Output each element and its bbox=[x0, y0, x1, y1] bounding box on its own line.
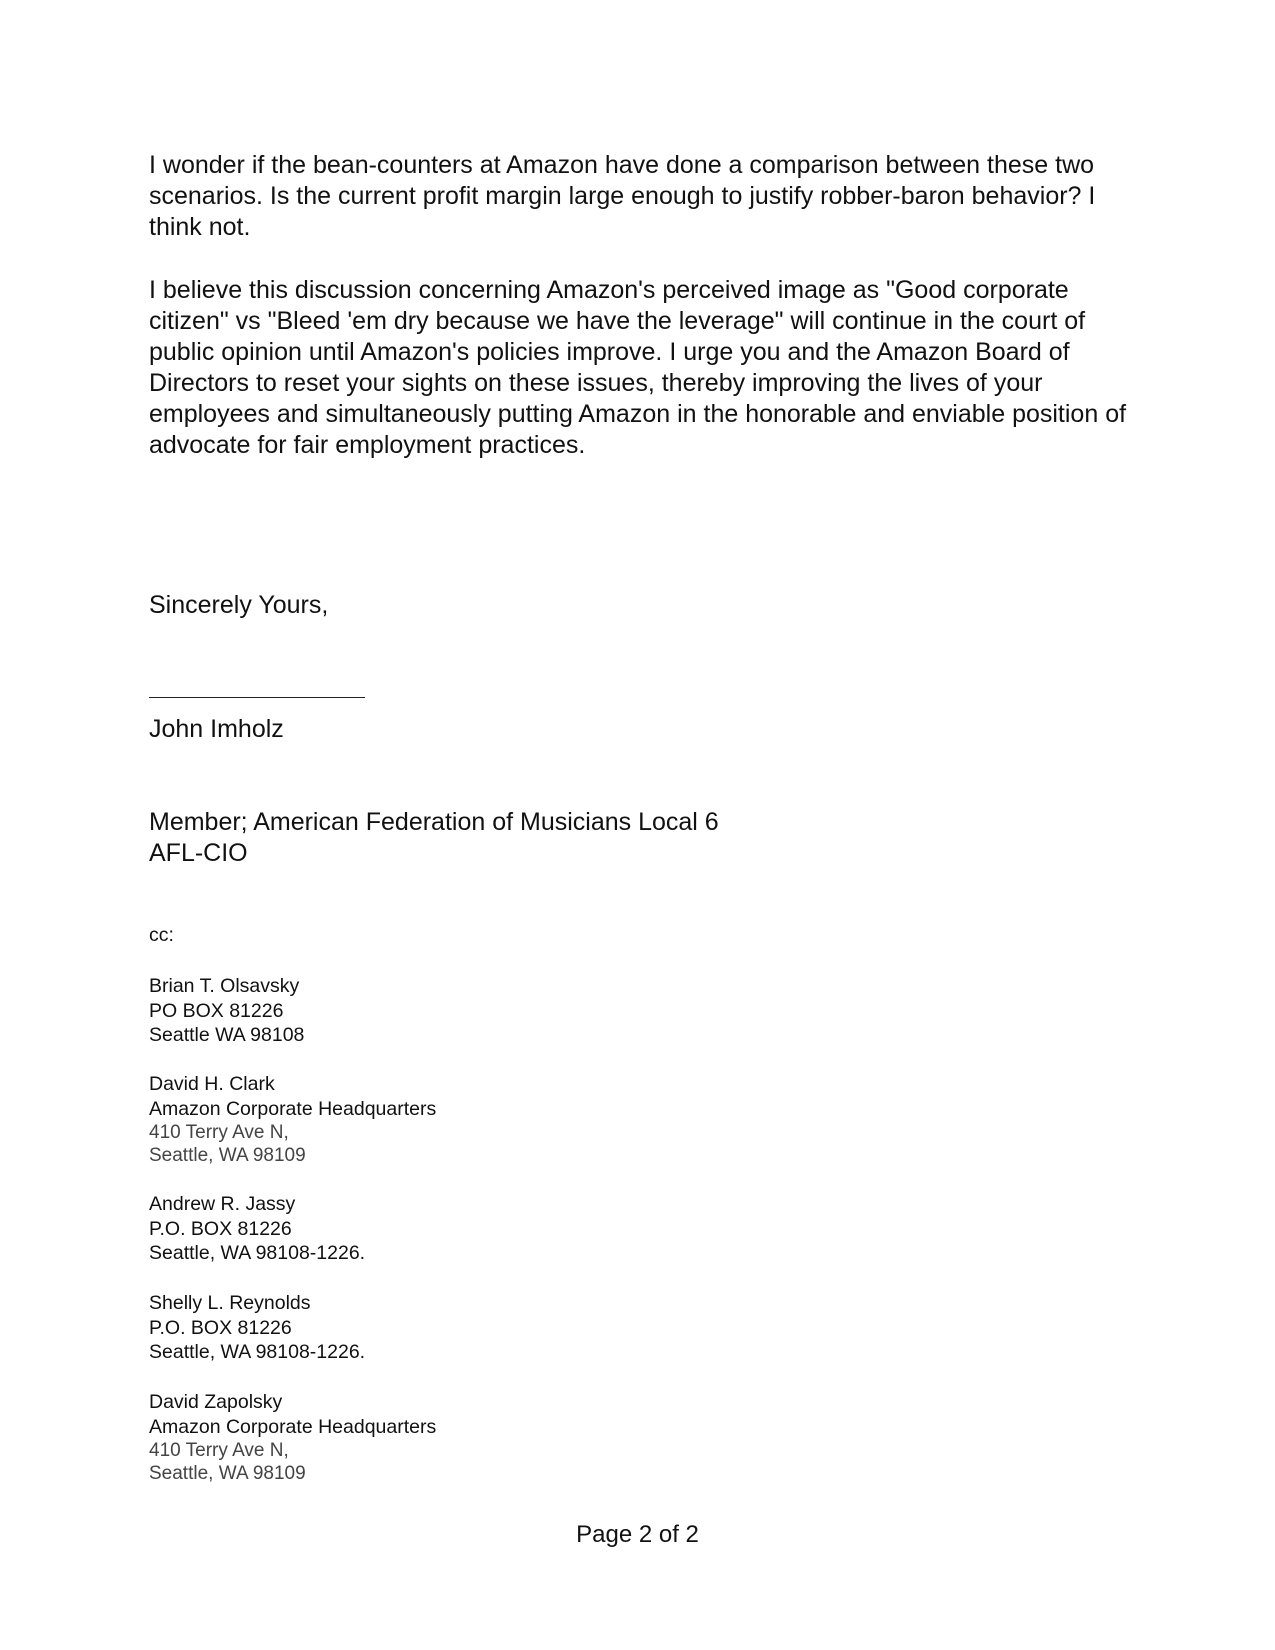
cc-recipient bbox=[149, 1291, 365, 1365]
cc-label: cc: bbox=[149, 924, 174, 946]
cc-recipient-address-line: PO BOX 81226 bbox=[149, 999, 284, 1022]
cc-recipient bbox=[149, 1072, 436, 1167]
page-number: Page 2 of 2 bbox=[576, 1521, 699, 1548]
signature-name: John Imholz bbox=[149, 715, 284, 743]
affiliation-line-1: Member; American Federation of Musicians Local 6 bbox=[149, 808, 719, 836]
cc-recipient bbox=[149, 1192, 365, 1266]
cc-recipient-name: Shelly L. Reynolds bbox=[149, 1292, 311, 1314]
cc-recipient-address-line: 410 Terry Ave N, bbox=[149, 1122, 289, 1143]
cc-recipient-address-line: P.O. BOX 81226 bbox=[149, 1316, 292, 1339]
cc-recipient-name: Brian T. Olsavsky bbox=[149, 975, 300, 997]
cc-recipient bbox=[149, 974, 304, 1048]
cc-recipient-address-line: Seattle, WA 98109 bbox=[149, 1463, 306, 1484]
closing-salutation: Sincerely Yours, bbox=[149, 591, 329, 619]
cc-recipient-address-line: Seattle WA 98108 bbox=[149, 1024, 305, 1046]
affiliation-line-2: AFL-CIO bbox=[149, 839, 248, 867]
cc-recipient-address-line: 410 Terry Ave N, bbox=[149, 1440, 289, 1461]
body-paragraph-1: I wonder if the bean-counters at Amazon have done a comparison between these two scenarios. Is the current profit margin large enough to justify robber-baron behavior? I think not. bbox=[149, 151, 1096, 241]
cc-recipient-address-line: Amazon Corporate Headquarters bbox=[149, 1097, 437, 1120]
body-paragraph-2: I believe this discussion concerning Amazon's perceived image as "Good corporate citizen" vs "Bleed 'em dry because we have the leverage" will continue in the court of public opinion until Amazon's policies improve. I urge you and the Amazon Board of Directors to reset your sights on these issues, thereby improving the lives of your employees and simultaneously putting Amazon in the honorable and enviable position of advocate for fair employment practices. bbox=[149, 276, 1127, 459]
cc-recipient-address-line: Seattle, WA 98109 bbox=[149, 1145, 306, 1166]
cc-recipient-address-line: Seattle, WA 98108-1226. bbox=[149, 1242, 366, 1264]
cc-recipient-name: David Zapolsky bbox=[149, 1391, 283, 1413]
cc-recipient-name: Andrew R. Jassy bbox=[149, 1193, 296, 1215]
cc-recipient-address-line: P.O. BOX 81226 bbox=[149, 1217, 292, 1240]
signature-line bbox=[149, 697, 365, 698]
cc-recipient bbox=[149, 1390, 436, 1485]
cc-recipient-address-line: Amazon Corporate Headquarters bbox=[149, 1415, 437, 1438]
cc-recipient-name: David H. Clark bbox=[149, 1073, 275, 1095]
cc-recipient-address-line: Seattle, WA 98108-1226. bbox=[149, 1341, 366, 1363]
